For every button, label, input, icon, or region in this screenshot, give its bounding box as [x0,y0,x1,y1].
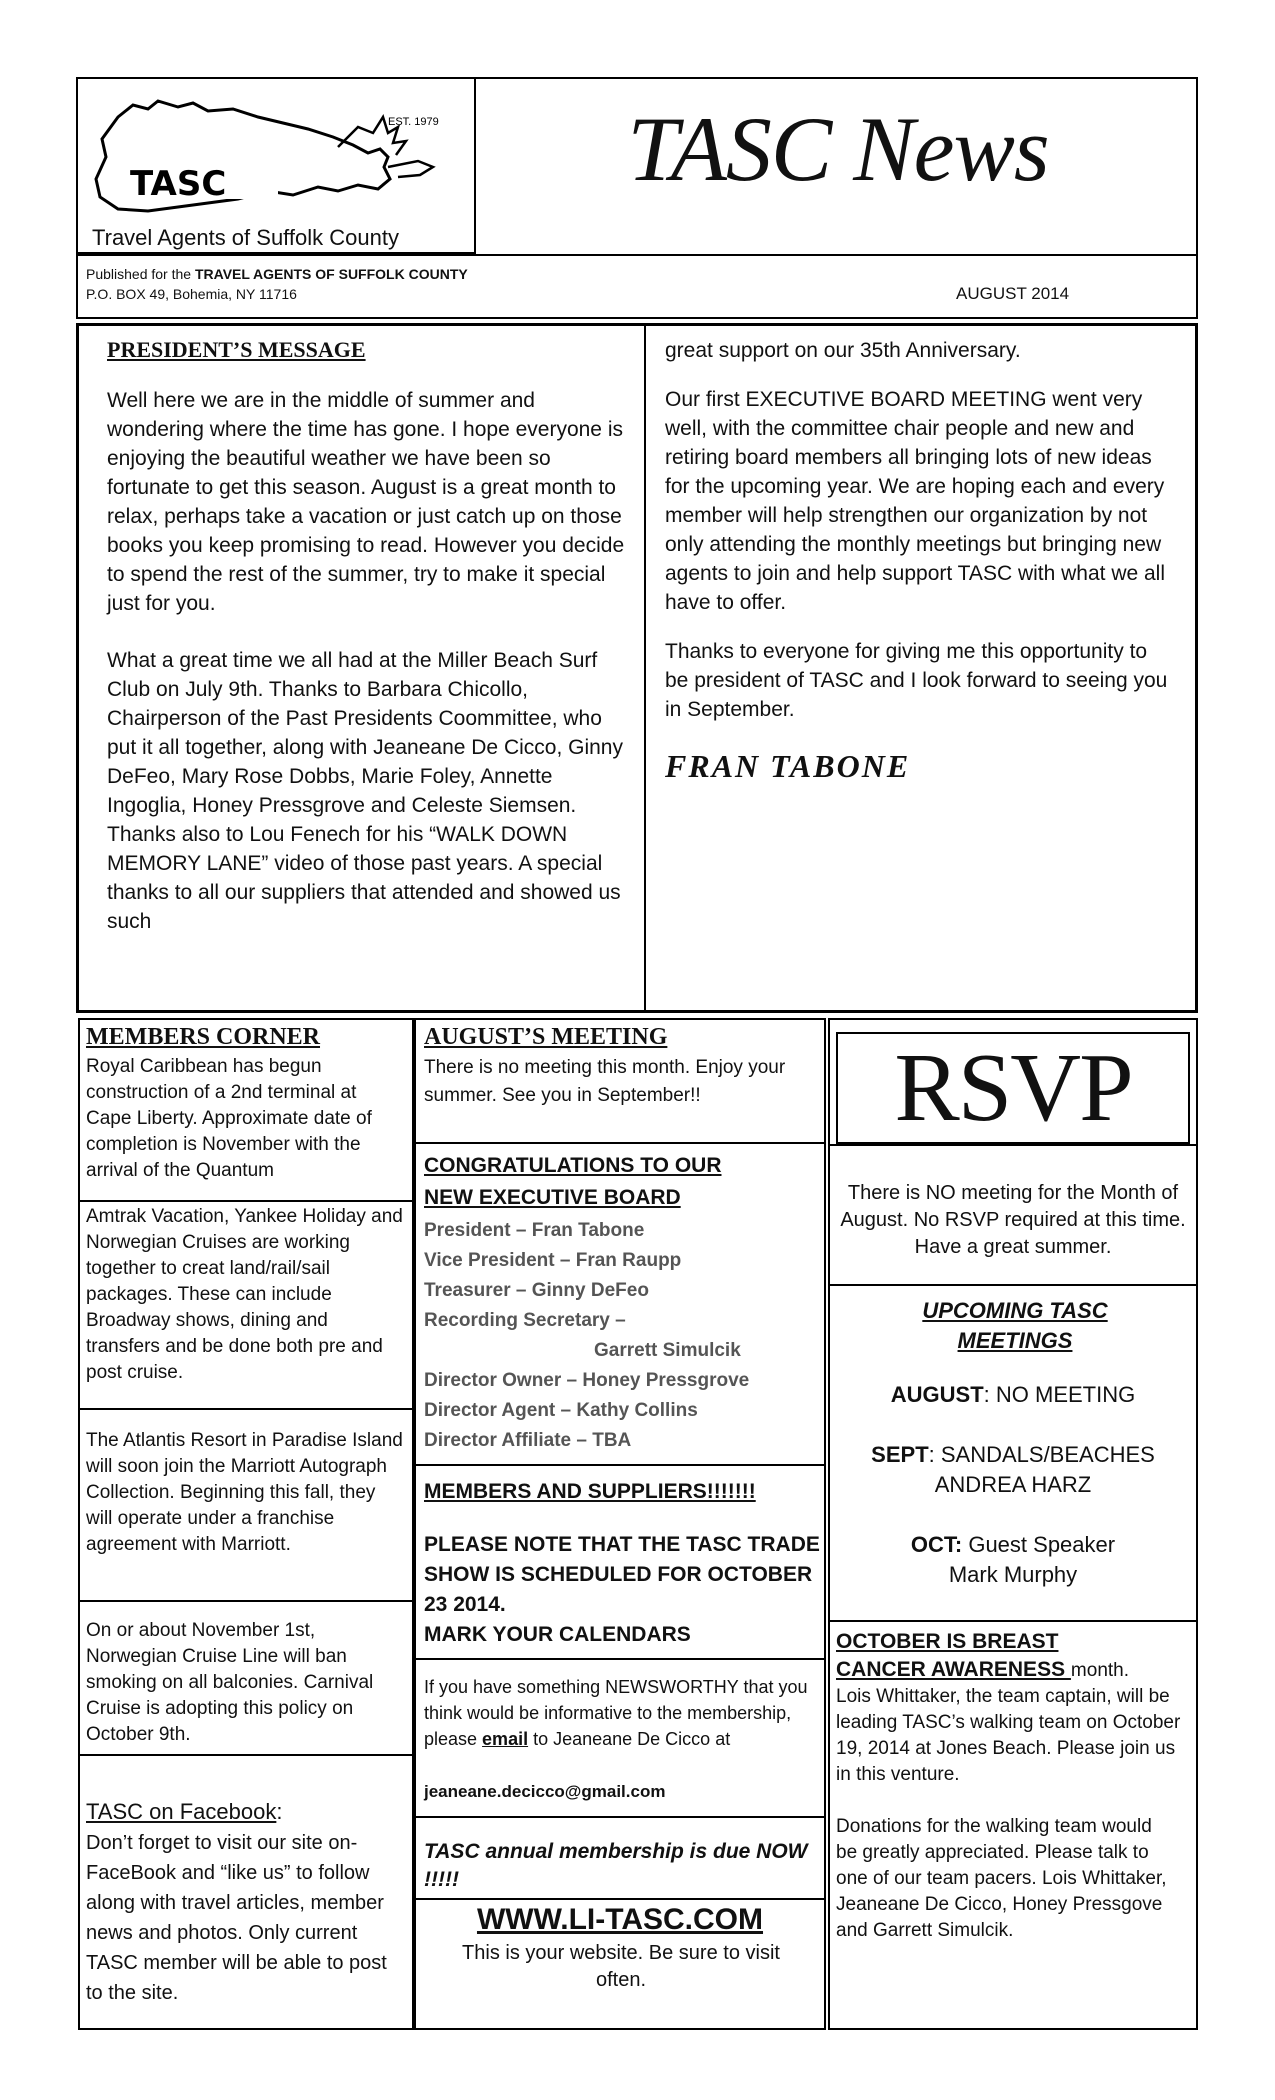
logo-word: TASC [130,164,227,204]
mark-calendars: MARK YOUR CALENDARS [424,1623,691,1646]
meeting-label: AUGUST [890,1382,984,1407]
rsvp-box [828,1018,1198,2030]
membership-dues: TASC annual membership is due NOW !!!!! [424,1840,808,1891]
board-member: Treasurer – Ginny DeFeo [424,1280,649,1301]
rsvp-title: RSVP [894,1034,1132,1142]
email-link[interactable]: email [482,1729,529,1749]
congrats-line: CONGRATULATIONS TO OUR [424,1154,722,1177]
newsworthy-pre: If you have something NEWSWORTHY that you think would be informative to the membership, please [424,1677,808,1749]
president-paragraph: Thanks to everyone for giving me this opportunity to be president of TASC and I look forward to seeing you in September. [665,640,1168,721]
august-meeting-text: There is no meeting this month. Enjoy your summer. See you in September!! [424,1057,786,1106]
newsworthy-post: to Jeaneane De Cicco at [528,1729,731,1749]
trade-show-notice: PLEASE NOTE THAT THE TASC TRADE SHOW IS SCHEDULED FOR OCTOBER 23 2014. [424,1533,820,1616]
section-divider [830,1284,1196,1286]
upcoming-heading: UPCOMING TASC MEETINGS [922,1298,1108,1353]
rsvp-note: There is NO meeting for the Month of August. No RSVP required at this time. Have a great summer. [840,1182,1186,1258]
publication-info [78,254,1196,256]
breast-cancer-text2: Donations for the walking team would be greatly appreciated. Please talk to one of our team pacers. Lois Whittaker, Jeaneane De Cicco, Honey Pressgove and Garrett Simulcik. [836,1816,1167,1941]
item-divider [80,1200,412,1202]
members-suppliers: MEMBERS AND SUPPLIERS!!!!!!! [424,1480,756,1503]
august-meeting-box [414,1018,826,2030]
board-member: Director Agent – Kathy Collins [424,1400,698,1421]
president-paragraph: What a great time we all had at the Miller Beach Surf Club on July 9th. Thanks to Barbara Chicollo, Chairperson of the Past Presidents Coommittee, who put it all together, along with Jeaneane De Cicco, Ginny DeFeo, Mary Rose Dobbs, Marie Foley, Annette Ingoglia, Honey Pressgrove and Celeste Siemsen. Thanks also to Lou Fenech for his “WALK DOWN MEMORY LANE” video of those past years. A special thanks to all our suppliers that attended and showed us such [107,649,623,933]
logo-box [78,79,476,254]
congrats-line: NEW EXECUTIVE BOARD [424,1186,681,1209]
facebook-text: Don’t forget to visit our site on-FaceBook and “like us” to follow along with travel articles, member news and photos. Only current TASC member will be able to post to the site. [86,1832,387,2004]
president-paragraph: great support on our 35th Anniversary. [665,339,1021,362]
item-divider [80,1408,412,1410]
meeting-label: OCT: [910,1532,963,1557]
issue-date: AUGUST 2014 [956,284,1070,303]
breast-heading-line: OCTOBER IS BREAST [836,1630,1059,1653]
breast-month: month. [1070,1660,1130,1681]
congrats-heading [424,1150,722,1214]
long-island-map-icon [88,87,468,217]
members-corner-box [78,1018,414,2030]
president-message-box [76,323,1198,1013]
board-member: Director Affiliate – TBA [424,1430,632,1451]
news-item: The Atlantis Resort in Paradise Island will soon join the Marriott Autograph Collection. Beginning this fall, they will operate under a franchise agreement with Marriott. [86,1430,403,1555]
meeting-text: : SANDALS/BEACHES [928,1442,1155,1467]
published-prefix: Published for the [86,266,195,282]
president-signature: FRAN TABONE [665,748,911,784]
masthead [76,77,1198,319]
column-divider [644,326,646,1010]
president-paragraph: Our first EXECUTIVE BOARD MEETING went very well, with the committee chair people and new and retiring board members all bringing lots of new ideas for the upcoming year. We are hoping each and every member will help strengthen our organization by not only attending the monthly meetings but bringing new agents to join and help support TASC with what we all have to offer. [665,388,1166,614]
breast-heading-line: CANCER AWARENESS [836,1658,1071,1681]
newsletter-title: TASC News [627,98,1049,200]
section-divider [416,1816,824,1818]
section-divider [830,1620,1196,1622]
email-address[interactable]: jeaneane.decicco@gmail.com [424,1782,666,1801]
org-full-name: Travel Agents of Suffolk County [92,225,399,250]
breast-cancer-heading [836,1628,1196,1685]
board-list [424,1216,820,1456]
members-corner-heading: MEMBERS CORNER [86,1024,321,1050]
news-item: On or about November 1st, Norwegian Cruise Line will ban smoking on all balconies. Carnival Cruise is adopting this policy on October 9th. [86,1620,374,1745]
section-divider [416,1898,824,1900]
board-member: Recording Secretary – [424,1310,626,1331]
president-heading: PRESIDENT’S MESSAGE [107,337,366,362]
meeting-entry [830,1380,1196,1410]
meeting-entry [830,1440,1196,1500]
meeting-line2: ANDREA HARZ [934,1472,1092,1497]
facebook-colon: : [276,1799,283,1824]
facebook-heading: TASC on Facebook [86,1799,277,1824]
meeting-text: : NO MEETING [983,1382,1136,1407]
president-left-column [107,336,627,936]
section-divider [416,1658,824,1660]
published-line [86,265,468,283]
breast-cancer-text: Lois Whittaker, the team captain, will be leading TASC’s walking team on October 19, 2014 at Jones Beach. Please join us in this venture. [836,1686,1181,1785]
meeting-line2: Mark Murphy [948,1562,1078,1587]
item-divider [80,1600,412,1602]
newsworthy-text [424,1674,814,1752]
meeting-entry [830,1530,1196,1590]
president-right-column [665,336,1175,786]
meeting-text: Guest Speaker [962,1532,1116,1557]
section-divider [830,1144,1196,1146]
board-member: Garrett Simulcik [594,1340,741,1361]
section-divider [416,1142,824,1144]
website-link[interactable]: WWW.LI-TASC.COM [476,1903,764,1936]
august-meeting-heading: AUGUST’S MEETING [424,1024,668,1050]
facebook-heading-line [86,1798,282,1826]
president-paragraph: Well here we are in the middle of summer and wondering where the time has gone. I hope everyone is enjoying the beautiful weather we have been so fortunate to get this season. August is a great month to relax, perhaps take a vacation or just catch up on those books you keep promising to read. However you decide to spend the rest of the summer, try to make it special just for you. [107,389,625,615]
news-item: Amtrak Vacation, Yankee Holiday and Norwegian Cruises are working together to creat land/rail/sail packages. These can include Broadway shows, dining and transfers and be done both pre and post cruise. [86,1206,403,1383]
board-member: President – Fran Tabone [424,1220,645,1241]
section-divider [416,1464,824,1466]
est-label: EST. 1979 [388,116,439,128]
news-item: Royal Caribbean has begun construction of a 2nd terminal at Cape Liberty. Approximate date of completion is November with the arrival of the Quantum [86,1056,372,1181]
address-line: P.O. BOX 49, Bohemia, NY 11716 [86,286,297,302]
item-divider [80,1754,412,1756]
board-member: Director Owner – Honey Pressgrove [424,1370,750,1391]
website-note: This is your website. Be sure to visit often. [462,1942,780,1991]
board-member: Vice President – Fran Raupp [424,1250,682,1271]
rsvp-title-frame [836,1032,1190,1144]
published-org: TRAVEL AGENTS OF SUFFOLK COUNTY [194,266,468,282]
meeting-label: SEPT [871,1442,929,1467]
